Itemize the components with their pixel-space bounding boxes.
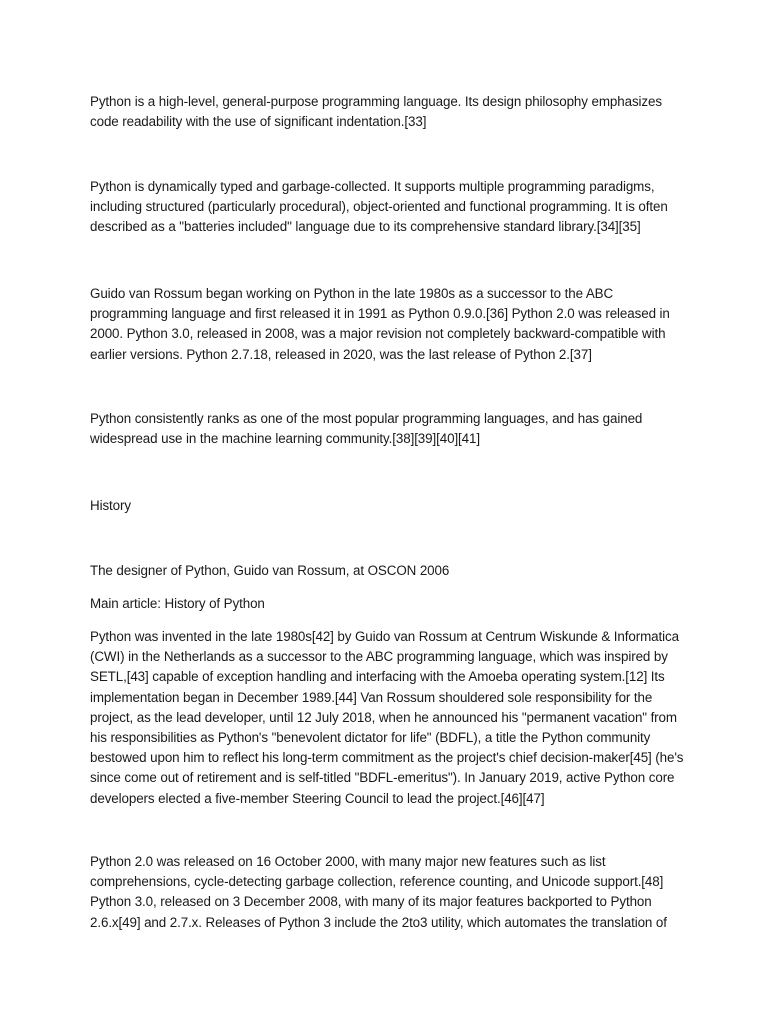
paragraph-releases: Guido van Rossum began working on Python in the late 1980s as a successor to the ABC programming language and first released it in 1991 as Python 0.9.0.[36] Python 2.0 was released in 2000. Python 3.0, released in 2008, was a major revision not completely backward-compatible with earlier versions. Python 2.7.18, released in 2020, was the last release of Python 2.[37] [90,286,670,362]
paragraph-typing: Python is dynamically typed and garbage-collected. It supports multiple programming paradigms, including structured (particularly procedural), object-oriented and functional programming. It is often described as a "batteries included" language due to its comprehensive standard library.[34][35] [90,179,668,235]
paragraph-popularity: Python consistently ranks as one of the most popular programming languages, and has gained widespread use in the machine learning community.[38][39][40][41] [90,411,643,447]
section-heading-history: History [90,498,131,513]
paragraph-versions: Python 2.0 was released on 16 October 2000, with many major new features such as list comprehensions, cycle-detecting garbage collection, reference counting, and Unicode support.[48] Python 3.0, released on 3 December 2008, with many of its major features backported to Python 2.6.x[49] and 2.7.x. Releases of Python 3 include the 2to3 utility, which automates the translation of [90,854,667,930]
paragraph-history: Python was invented in the late 1980s[42] by Guido van Rossum at Centrum Wiskunde & Informatica (CWI) in the Netherlands as a successor to the ABC programming language, which was inspired by SETL,[43] capable of exception handling and interfacing with the Amoeba operating system.[12] Its implementation began in December 1989.[44] Van Rossum shouldered sole responsibility for the project, as the lead developer, until 12 July 2018, when he announced his "permanent vacation" from his responsibilities as Python's "benevolent dictator for life" (BDFL), a title the Python community bestowed upon him to reflect his long-term commitment as the project's chief decision-maker[45] (he's since come out of retirement and is self-titled "BDFL-emeritus"). In January 2019, active Python core developers elected a five-member Steering Council to lead the project.[46][47] [90,629,684,806]
paragraph-intro: Python is a high-level, general-purpose programming language. Its design philosophy emphasizes code readability with the use of significant indentation.[33] [90,94,662,130]
image-caption: The designer of Python, Guido van Rossum, at OSCON 2006 [90,563,450,578]
main-article-note: Main article: History of Python [90,596,265,611]
